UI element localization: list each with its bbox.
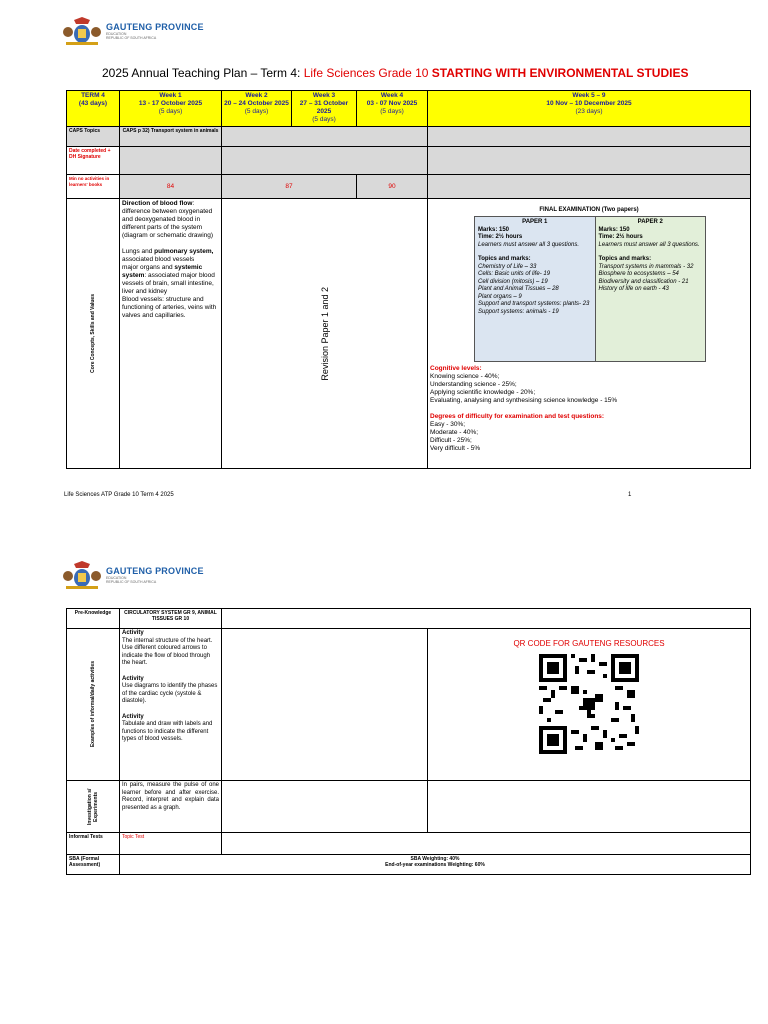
- header-row: [67, 91, 751, 127]
- pulmonary-heading: pulmonary system,: [154, 248, 214, 255]
- date-week5-9: [428, 147, 751, 175]
- informal-tests-week1: Topic Test: [120, 833, 222, 855]
- paper1-title: PAPER 1: [522, 219, 548, 225]
- title-part3: STARTING WITH ENVIRONMENTAL STUDIES: [431, 66, 689, 80]
- caps-topics-week2-4: [222, 127, 428, 147]
- investigations-row: [67, 781, 751, 833]
- paper2-marks: Marks: 150: [598, 226, 630, 233]
- paper1-topic: Support and transport systems: plants- 23: [478, 301, 590, 307]
- page-title: [102, 66, 688, 80]
- min-activities-week5-9: [428, 175, 751, 199]
- revision-cell: [222, 199, 428, 469]
- paper2-box: [595, 217, 705, 362]
- cognitive-levels: [430, 365, 748, 453]
- investigations-week5-9: [428, 781, 751, 833]
- examples-week2-4: [222, 629, 428, 781]
- paper2-time: Time: 2½ hours: [598, 234, 643, 240]
- paper1-topics-head: Topics and marks:: [478, 256, 531, 262]
- paper1-note: Learners must answer all 3 questions.: [478, 241, 580, 248]
- gauteng-logo: [62, 16, 204, 46]
- sba-row: [67, 855, 751, 875]
- date-week1: [120, 147, 222, 175]
- paper1-topic: Support systems: animals - 19: [478, 308, 559, 315]
- informal-tests-label: Informal Tests: [67, 833, 120, 855]
- paper1-topic: Plant organs – 9: [478, 293, 522, 300]
- caps-topics-week5-9: [428, 127, 751, 147]
- qr-cell: [428, 629, 751, 781]
- paper1-topic: Plant and Animal Tissues – 28: [478, 286, 559, 292]
- examples-week1: [120, 629, 222, 781]
- min-activities-week1: 84: [120, 175, 222, 199]
- paper2-topics-head: Topics and marks:: [598, 256, 652, 262]
- title-part2: Life Sciences Grade 10: [303, 66, 432, 80]
- week4-header: Week 4 03 - 07 Nov 2025 (5 days): [357, 91, 428, 127]
- qr-code-icon[interactable]: [539, 654, 639, 754]
- paper1-topics: [478, 264, 592, 317]
- investigations-label: Investigation s/ Experiments: [87, 788, 99, 825]
- exam-cell: [428, 199, 751, 469]
- pre-knowledge-week1: CIRCULATORY SYSTEM GR 9, ANIMAL TISSUES GR 10: [120, 609, 222, 629]
- blood-vessels-text: Blood vessels: structure and functioning of arteries, veins with valves and capillaries.: [122, 296, 217, 319]
- activity-heading: Activity: [122, 630, 144, 636]
- lungs-text: Lungs and: [122, 248, 155, 255]
- logo-name: GAUTENG PROVINCE: [106, 22, 204, 32]
- pre-knowledge-rest: [222, 609, 751, 629]
- revision-text: Revision Paper 1 and 2: [319, 286, 330, 381]
- core-week1-content: [120, 199, 222, 469]
- cognitive-item: Applying scientific knowledge - 20%;: [430, 389, 536, 396]
- activity-heading: Activity: [122, 713, 144, 720]
- cognitive-item: Evaluating, analysing and synthesising science knowledge - 15%: [430, 397, 618, 404]
- systemic-text: : associated major blood vessels of brain, small intestine, liver and kidney: [122, 272, 215, 295]
- date-completed-label: Date completed + DH Signature: [67, 147, 120, 175]
- term-header: TERM 4 (43 days): [67, 91, 120, 127]
- investigations-label-cell: [67, 781, 120, 833]
- paper2-note: Learners must answer all 3 questions.: [598, 241, 700, 248]
- difficulty-head: Degrees of difficulty for examination and test questions:: [430, 413, 605, 420]
- date-week2-4: [222, 147, 428, 175]
- paper2-title: PAPER 2: [637, 219, 663, 225]
- pulmonary-text: associated blood vessels: [122, 256, 195, 263]
- examples-label: Examples of informal/daily activities: [90, 661, 96, 748]
- paper2-topics: [599, 264, 702, 294]
- paper2-topic: Transport systems in mammals - 32: [598, 263, 694, 270]
- logo-name: GAUTENG PROVINCE: [106, 566, 204, 576]
- title-part1: 2025 Annual Teaching Plan – Term 4:: [102, 66, 304, 80]
- logo-line2: REPUBLIC OF SOUTH AFRICA: [106, 36, 157, 40]
- difficulty-item: Difficult - 25%;: [430, 437, 472, 444]
- gauteng-logo-2: [62, 560, 204, 590]
- activity-text: Use diagrams to identify the phases of the cardiac cycle (systole & diastole).: [122, 683, 218, 704]
- min-activities-week4: 90: [357, 175, 428, 199]
- coat-of-arms-icon: [62, 560, 102, 590]
- activity-heading: Activity: [122, 675, 144, 682]
- footer-left: Life Sciences ATP Grade 10 Term 4 2025: [64, 492, 174, 498]
- qr-title: QR CODE FOR GAUTENG RESOURCES: [513, 639, 665, 648]
- exam-title: FINAL EXAMINATION (Two papers): [539, 207, 639, 213]
- activity-text: The internal structure of the heart. Use different coloured arrows to indicate the flow of blood through the heart.: [122, 637, 213, 666]
- min-activities-week2: 87: [222, 175, 357, 199]
- paper1-box: [475, 217, 596, 362]
- cognitive-head: Cognitive levels:: [430, 365, 482, 372]
- week5-9-header: Week 5 – 9 10 Nov – 10 December 2025 (23 days): [428, 91, 751, 127]
- core-concepts-row: [67, 199, 751, 469]
- logo-line2: REPUBLIC OF SOUTH AFRICA: [106, 580, 157, 584]
- cognitive-item: Knowing science - 40%;: [430, 373, 500, 380]
- blood-flow-heading: Direction of blood flow: [122, 200, 193, 207]
- informal-tests-row: [67, 833, 751, 855]
- paper1-topic: Cells: Basic units of life- 19: [478, 271, 551, 277]
- sba-line2: End-of-year examinations Weighting: 60%: [385, 862, 485, 868]
- week3-header: Week 3 27 – 31 October 2025 (5 days): [292, 91, 357, 127]
- informal-tests-rest: [222, 833, 751, 855]
- week2-header: Week 2 20 – 24 October 2025 (5 days): [222, 91, 292, 127]
- logo-line1: EDUCATION: [106, 576, 127, 580]
- examples-label-cell: [67, 629, 120, 781]
- difficulty-item: Very difficult - 5%: [430, 445, 481, 452]
- paper2-topic: History of life on earth - 43: [598, 286, 669, 292]
- paper2-topic: Biosphere to ecosystems – 54: [598, 271, 679, 277]
- sba-weighting: [120, 855, 751, 875]
- exam-papers-table: [474, 216, 706, 362]
- major-organs-text: major organs and: [122, 264, 175, 271]
- investigations-week2-4: [222, 781, 428, 833]
- difficulty-item: Moderate - 40%;: [430, 429, 479, 436]
- date-completed-row: [67, 147, 751, 175]
- paper2-topic: Biodiversity and classification - 21: [598, 278, 689, 285]
- core-concepts-label-cell: [67, 199, 120, 469]
- page-number: 1: [628, 492, 632, 498]
- paper1-topic: Chemistry of Life – 33: [478, 263, 537, 270]
- blood-flow-text: : difference between oxygenated and deoxygenated blood in different parts of the system (diagram or schematic drawing): [122, 200, 214, 239]
- caps-topics-row: [67, 127, 751, 147]
- activity-text: Tabulate and draw with labels and functions to indicate the different types of blood vessels.: [122, 721, 213, 742]
- core-concepts-label: Core Concepts, Skills and Values: [90, 294, 96, 373]
- min-activities-label: Min no activities in learners' books: [67, 175, 120, 199]
- paper1-time: Time: 2½ hours: [478, 234, 523, 240]
- caps-topics-label: CAPS Topics: [67, 127, 120, 147]
- systemic-heading: systemic system: [122, 264, 203, 279]
- min-activities-row: [67, 175, 751, 199]
- cognitive-item: Understanding science - 25%;: [430, 381, 517, 388]
- activities-table: [66, 608, 751, 875]
- coat-of-arms-icon: [62, 16, 102, 46]
- sba-line1: SBA Weighting: 40%: [410, 856, 460, 862]
- week1-header: Week 1 13 - 17 October 2025 (5 days): [120, 91, 222, 127]
- paper1-marks: Marks: 150: [478, 226, 510, 233]
- paper1-topic: Cell division (mitosis) – 19: [478, 278, 548, 285]
- pre-knowledge-row: [67, 609, 751, 629]
- examples-row: [67, 629, 751, 781]
- sba-label: SBA (Formal Assessment): [67, 855, 120, 875]
- teaching-plan-table: [66, 90, 751, 469]
- investigations-week1: In pairs, measure the pulse of one learner before and after exercise. Record, interpret and explain data presented as a graph.: [120, 781, 222, 833]
- logo-line1: EDUCATION: [106, 32, 127, 36]
- difficulty-item: Easy - 30%;: [430, 421, 466, 428]
- caps-topics-week1: CAPS p 32) Transport system in animals: [120, 127, 222, 147]
- pre-knowledge-label: Pre-Knowledge: [67, 609, 120, 629]
